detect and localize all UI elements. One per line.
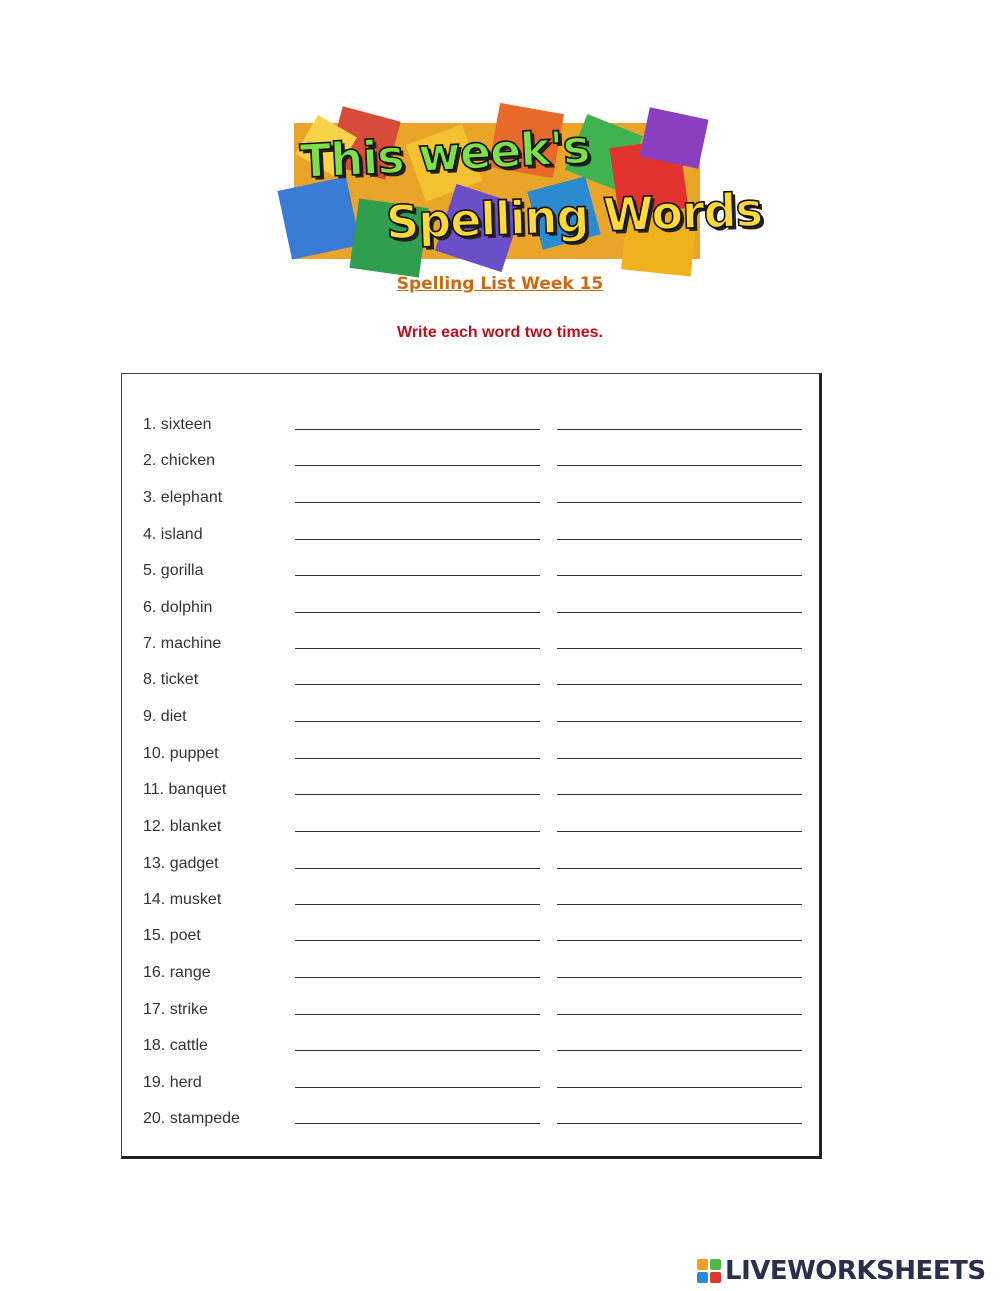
write-line-second[interactable] [557,465,802,466]
word-row [122,891,819,927]
spelling-word: 18. cattle [143,1037,208,1054]
spelling-word: 12. blanket [143,818,222,835]
write-line-second[interactable] [557,1087,802,1088]
word-row [122,671,819,707]
word-row [122,781,819,817]
write-line-first[interactable] [295,721,540,722]
logo-text: LIVEWORKSHEETS [725,1256,986,1286]
write-line-second[interactable] [557,1123,802,1124]
write-line-second[interactable] [557,539,802,540]
write-line-first[interactable] [295,758,540,759]
spelling-word: 6. dolphin [143,599,213,616]
write-line-second[interactable] [557,758,802,759]
write-line-first[interactable] [295,1087,540,1088]
banner-image [294,119,763,259]
banner-title-line-1: This week's [298,119,591,189]
write-line-second[interactable] [557,1014,802,1015]
write-line-first[interactable] [295,868,540,869]
write-line-first[interactable] [295,904,540,905]
word-row [122,964,819,1000]
spelling-word: 10. puppet [143,745,219,762]
write-line-second[interactable] [557,831,802,832]
word-row [122,416,819,452]
write-line-first[interactable] [295,429,540,430]
spelling-word: 3. elephant [143,489,223,506]
word-row [122,562,819,598]
write-line-second[interactable] [557,904,802,905]
word-list-box [121,373,822,1159]
word-row [122,1110,819,1146]
write-line-first[interactable] [295,977,540,978]
word-row [122,599,819,635]
write-line-second[interactable] [557,612,802,613]
write-line-first[interactable] [295,539,540,540]
write-line-first[interactable] [295,1123,540,1124]
write-line-second[interactable] [557,940,802,941]
write-line-second[interactable] [557,977,802,978]
word-row [122,855,819,891]
word-row [122,635,819,671]
write-line-first[interactable] [295,940,540,941]
spelling-word: 15. poet [143,927,201,944]
spelling-word: 17. strike [143,1001,208,1018]
word-row [122,927,819,963]
word-row [122,452,819,488]
spelling-word: 1. sixteen [143,416,212,433]
write-line-first[interactable] [295,575,540,576]
word-row [122,526,819,562]
instruction-text: Write each word two times. [397,324,603,341]
write-line-first[interactable] [295,1014,540,1015]
spelling-word: 13. gadget [143,855,219,872]
write-line-first[interactable] [295,684,540,685]
write-line-second[interactable] [557,721,802,722]
write-line-second[interactable] [557,429,802,430]
banner-title-line-2: Spelling Words [385,182,763,250]
spelling-word: 19. herd [143,1074,202,1091]
spelling-word: 9. diet [143,708,187,725]
write-line-second[interactable] [557,1050,802,1051]
word-row [122,1001,819,1037]
write-line-second[interactable] [557,794,802,795]
write-line-first[interactable] [295,648,540,649]
write-line-first[interactable] [295,502,540,503]
write-line-first[interactable] [295,794,540,795]
word-row [122,489,819,525]
logo-mark-icon [697,1259,721,1283]
liveworksheets-logo [697,1257,986,1285]
word-row [122,1074,819,1110]
spelling-word: 7. machine [143,635,222,652]
write-line-second[interactable] [557,575,802,576]
write-line-second[interactable] [557,648,802,649]
word-row [122,708,819,744]
write-line-second[interactable] [557,502,802,503]
spelling-list-title: Spelling List Week 15 [396,274,604,294]
spelling-word: 8. ticket [143,671,199,688]
spelling-word: 4. island [143,526,203,543]
write-line-first[interactable] [295,612,540,613]
spelling-word: 5. gorilla [143,562,204,579]
write-line-first[interactable] [295,831,540,832]
write-line-first[interactable] [295,465,540,466]
write-line-second[interactable] [557,684,802,685]
banner-title [294,119,763,259]
spelling-word: 16. range [143,964,211,981]
spelling-word: 14. musket [143,891,222,908]
write-line-second[interactable] [557,868,802,869]
word-row [122,1037,819,1073]
word-row [122,745,819,781]
spelling-word: 20. stampede [143,1110,240,1127]
word-row [122,818,819,854]
spelling-word: 11. banquet [143,781,227,798]
spelling-word: 2. chicken [143,452,216,469]
write-line-first[interactable] [295,1050,540,1051]
